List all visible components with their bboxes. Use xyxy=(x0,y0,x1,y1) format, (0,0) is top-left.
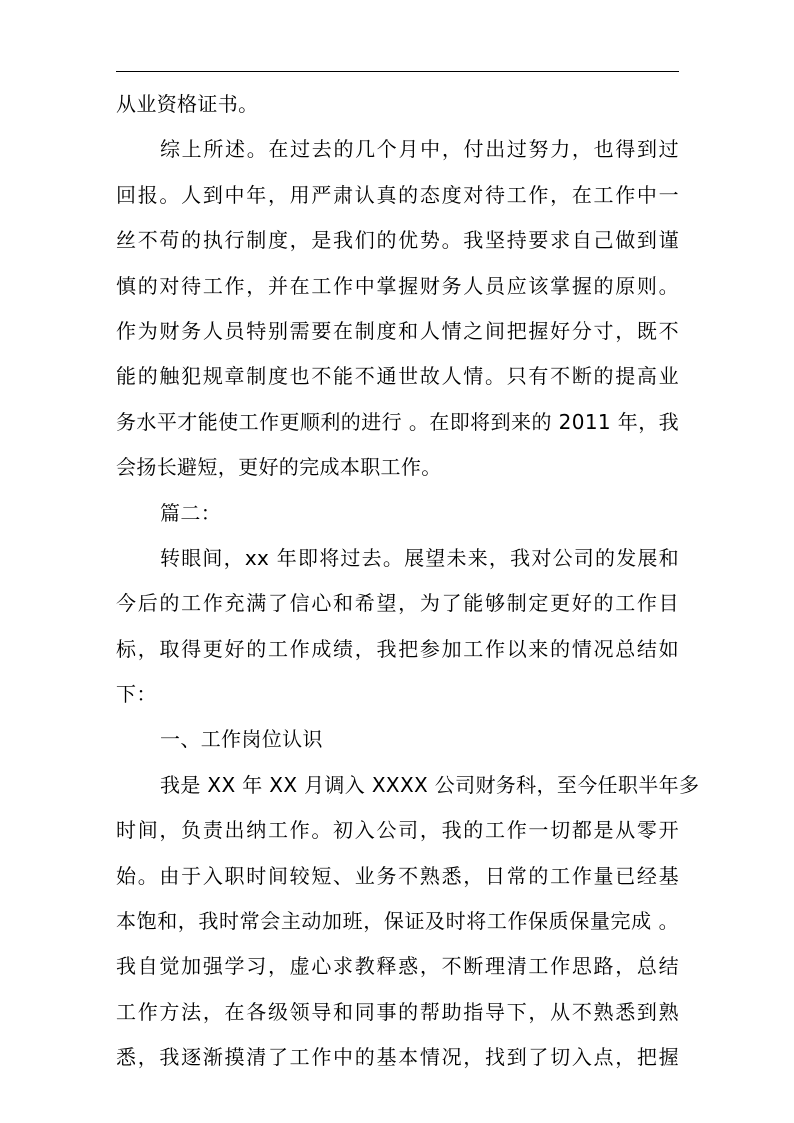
text-line: 始。由于入职时间较短、业务不熟悉，日常的工作量已经基 xyxy=(116,863,679,888)
text-line: 务水平才能使工作更顺利的进行 。在即将到来的 2011 年，我 xyxy=(116,409,679,434)
text-line: 会扬长避短，更好的完成本职工作。 xyxy=(116,455,442,480)
text-line: 我是 XX 年 XX 月调入 XXXX 公司财务科，至今任职半年多 xyxy=(160,772,700,797)
section-heading: 篇二： xyxy=(160,500,222,525)
text-line: 丝不苟的执行制度，是我们的优势。我坚持要求自己做到谨 xyxy=(116,228,679,253)
text-line: 时间，负责出纳工作。初入公司，我的工作一切都是从零开 xyxy=(116,818,679,843)
text-line: 综上所述。在过去的几个月中，付出过努力，也得到过 xyxy=(160,137,679,162)
section-heading: 一、工作岗位认识 xyxy=(160,727,323,752)
text-line: 工作方法，在各级领导和同事的帮助指导下，从不熟悉到熟 xyxy=(116,999,679,1024)
text-line: 慎的对待工作，并在工作中掌握财务人员应该掌握的原则。 xyxy=(116,273,679,298)
text-line: 悉，我逐渐摸清了工作中的基本情况，找到了切入点，把握 xyxy=(116,1045,679,1070)
text-line: 转眼间，xx 年即将过去。展望未来，我对公司的发展和 xyxy=(160,545,679,570)
text-line: 作为财务人员特别需要在制度和人情之间把握好分寸，既不 xyxy=(116,318,679,343)
document-body xyxy=(116,82,700,1081)
header-rule xyxy=(116,71,679,72)
text-line: 下： xyxy=(116,682,157,707)
text-line: 本饱和，我时常会主动加班，保证及时将工作保质保量完成 。 xyxy=(116,909,679,934)
text-line: 能的触犯规章制度也不能不通世故人情。只有不断的提高业 xyxy=(116,364,679,389)
text-line: 标，取得更好的工作成绩，我把参加工作以来的情况总结如 xyxy=(116,636,679,661)
text-line: 回报。人到中年，用严肃认真的态度对待工作，在工作中一 xyxy=(116,182,679,207)
text-line: 从业资格证书。 xyxy=(116,92,259,116)
text-line: 我自觉加强学习，虚心求教释惑，不断理清工作思路，总结 xyxy=(116,954,679,979)
text-line: 今后的工作充满了信心和希望，为了能够制定更好的工作目 xyxy=(116,591,679,616)
